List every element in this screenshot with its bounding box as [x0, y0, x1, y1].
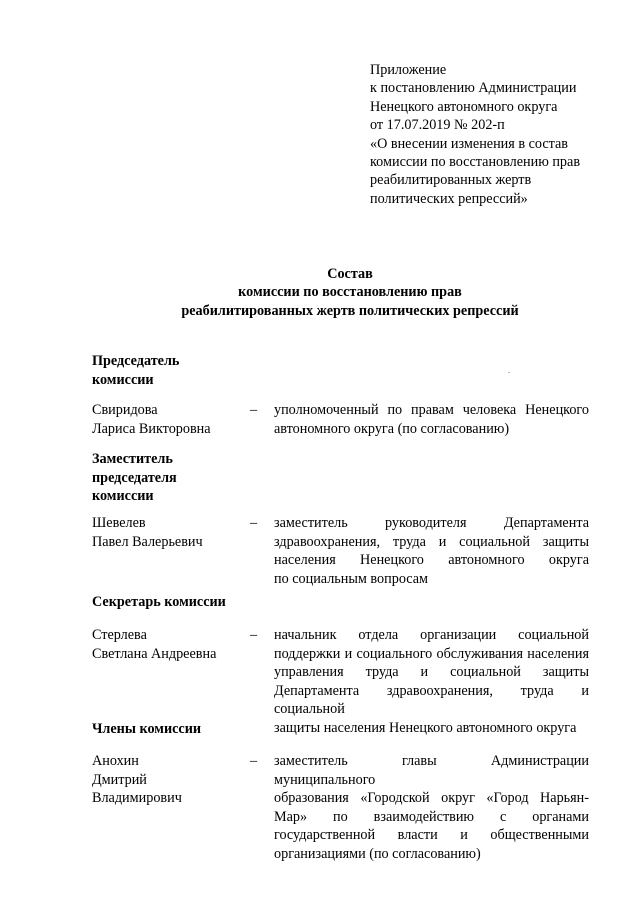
person-name-line: Шевелев	[92, 515, 146, 531]
position-line: здравоохранения, труда и социальной защиты	[274, 533, 589, 550]
position-line: населения Ненецкого автономного округа	[274, 552, 589, 568]
person-name-line: Павел Валерьевич	[92, 533, 203, 550]
position-line: заместитель руководителя Департамента	[274, 515, 589, 531]
appendix-line: политических репрессий»	[370, 190, 528, 207]
section-line: комиссии	[92, 488, 154, 504]
dash-separator: –	[250, 402, 258, 418]
position-line: управления труда и социальной защиты	[274, 664, 589, 680]
position-line: поддержки и социального обслуживания населения	[274, 645, 589, 662]
appendix-line: реабилитированных жертв	[370, 172, 532, 189]
dash-separator: –	[250, 753, 258, 769]
title-line: Состав	[327, 266, 373, 282]
person-name	[92, 752, 182, 808]
position-line: Мар» по взаимодействию с органами	[274, 808, 589, 825]
person-name-line: Свиридова	[92, 402, 158, 418]
dash-separator: –	[250, 627, 258, 643]
person-name-line: Владимирович	[92, 790, 182, 806]
position-line: заместитель главы Администрации муниципального	[274, 753, 589, 788]
person-name-line: Светлана Андреевна	[92, 645, 217, 662]
title-line: реабилитированных жертв политических репрессий	[181, 302, 519, 319]
appendix-line: комиссии по восстановлению прав	[370, 154, 581, 171]
section-line: председателя	[92, 469, 177, 486]
scan-speck	[508, 372, 510, 373]
person-name	[92, 514, 203, 551]
person-name-line: Анохин	[92, 753, 139, 769]
appendix-line: от 17.07.2019 № 202-п	[370, 117, 505, 134]
position-line: Департамента здравоохранения, труда и социальной	[274, 682, 589, 717]
section-chairman	[92, 352, 179, 389]
section-members	[92, 720, 201, 739]
position-line: начальник отдела организации социальной	[274, 627, 589, 643]
appendix-line: «О внесении изменения в состав	[370, 135, 568, 152]
section-line: комиссии	[92, 371, 154, 388]
document-title	[100, 265, 600, 320]
person-position	[274, 626, 589, 737]
person-position	[274, 514, 589, 588]
appendix-line: Приложение	[370, 62, 447, 78]
appendix-header	[370, 61, 580, 208]
person-name-line: Лариса Викторовна	[92, 420, 211, 437]
appendix-line: Ненецкого автономного округа	[370, 98, 558, 115]
appendix-line: к постановлению Администрации	[370, 80, 577, 97]
person-position	[274, 752, 589, 863]
section-line: Председатель	[92, 353, 180, 369]
dash-separator: –	[250, 515, 258, 531]
section-deputy	[92, 450, 177, 506]
position-line: образования «Городской округ «Город Нарьян-	[274, 790, 589, 806]
section-line: Секретарь комиссии	[92, 594, 226, 610]
section-line: Члены комиссии	[92, 721, 202, 737]
person-name-line: Дмитрий	[92, 771, 147, 788]
position-line: организациями (по согласованию)	[274, 845, 481, 862]
title-line: комиссии по восстановлению прав	[238, 284, 462, 301]
section-secretary	[92, 593, 226, 612]
position-line: защиты населения Ненецкого автономного округа	[274, 719, 577, 736]
person-name	[92, 401, 211, 438]
position-line: по социальным вопросам	[274, 570, 429, 587]
position-line: автономного округа (по согласованию)	[274, 420, 510, 437]
position-line: государственной власти и общественными	[274, 827, 589, 843]
section-line: Заместитель	[92, 451, 173, 467]
person-name	[92, 626, 216, 663]
position-line: уполномоченный по правам человека Ненецкого	[274, 402, 589, 418]
person-name-line: Стерлева	[92, 627, 147, 643]
person-position	[274, 401, 589, 438]
